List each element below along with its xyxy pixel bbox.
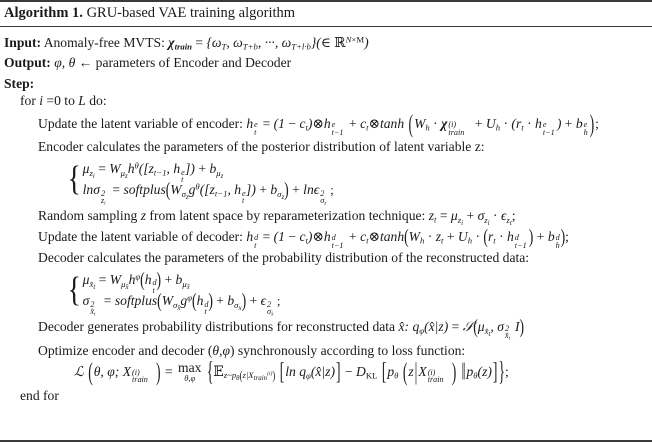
step-decoder-generate-text: Decoder generates probability distributions for reconstructed data bbox=[38, 319, 396, 335]
algorithm-body bbox=[0, 27, 652, 403]
input-label: Input: bbox=[4, 34, 42, 50]
step-reparameterization-text: Random sampling z from latent space by reparameterization technique: bbox=[38, 208, 426, 224]
step-decoder-generate-formula: x̂: $q_\varphi(x̂|z)$ = $𝒮(\mu_{x̂_t}$, σ $x̂_t$ 2 I) bbox=[398, 315, 524, 342]
step-decoder-generate bbox=[4, 315, 648, 342]
step-decoder-likelihood-formula bbox=[4, 268, 648, 318]
step-reparameterization-formula: $z_t = \mu_{z_i} + \sigma_{z_i} \cdot \epsilon_{z_t}$; bbox=[428, 208, 516, 227]
output-label: Output: bbox=[4, 55, 51, 71]
encoder-cases-block bbox=[66, 158, 334, 207]
end-for-line: end for bbox=[20, 388, 59, 404]
spacer-5 bbox=[4, 223, 648, 226]
decoder-sigma-equation: σ $x̂_t$ 2 = $softplus(W_{\sigma_{x̂}}g^\varphi(h$ t d ) + $b_{\sigma_x}) + \epsilon$ $\sigma_{x̂}$ 2 ; bbox=[82, 289, 281, 318]
bottom-rule bbox=[0, 440, 652, 442]
algorithm-number-label: Algorithm 1. bbox=[4, 5, 83, 21]
input-text: Anomaly-free MVTS: bbox=[43, 34, 165, 50]
step-optimize-label: Optimize encoder and decoder (θ,φ) synchronously according to loss function: bbox=[38, 342, 466, 358]
encoder-mu-equation: $\mu_{z_i} = W_{\mu_z}h^\theta([z_{t-1}$, h t e ]) + $b_{\mu_z}$ bbox=[82, 160, 224, 184]
step-update-decoder-formula: h t d = $(1 - c_t)\otimes h$ t−1 d + $c_t\otimes\tanh(W_h \cdot z_t + U_h \cdot (r_t \cdot h$ t−1 d ) + b h d ); bbox=[246, 225, 569, 250]
step-encoder-posterior-formula bbox=[4, 158, 648, 207]
step-reparameterization bbox=[4, 208, 648, 227]
step-encoder-posterior-text: Encoder calculates the parameters of the posterior distribution of latent variable z: bbox=[38, 138, 485, 154]
step-update-decoder-text: Update the latent variable of decoder: bbox=[38, 228, 243, 244]
step-optimize-text bbox=[4, 344, 648, 358]
step-label: Step: bbox=[4, 75, 35, 91]
algorithm-title bbox=[0, 2, 652, 26]
output-line bbox=[4, 56, 648, 70]
input-formula: $\chi_{train} = \{\omega_T$, $\omega_{T+b}$, ···, $\omega_{T+l\cdot b}\}(\in$ ℝ$^{N\times M}$) bbox=[168, 34, 369, 52]
left-brace: { bbox=[67, 158, 81, 198]
left-brace-decoder: { bbox=[67, 269, 81, 309]
decoder-cases-block bbox=[66, 268, 281, 318]
step-decoder-likelihood-text: Decoder calculates the parameters of the probability distribution of the reconstructed data: bbox=[38, 249, 530, 265]
step-update-encoder-formula: h t e = $(1 - c_t)\otimes h$ t−1 e + $c_t\otimes\tanh$ ($W_h \cdot \chi$ train (i) + $U_h \cdot (r_t \cdot h$ t−1 e ) + b h e ); bbox=[246, 109, 599, 138]
input-line bbox=[4, 36, 648, 50]
elbo-objective: ℒ (θ, φ; X train (i) ) = max θ,φ {𝔼$_{z\sim p_\theta(z|X_{train}^{(i)})}$ [ln $q_\varphi(x̂|z)] - D_{KL}$ [$p_\theta$ (z|X train (i) ) $‖p_\theta(z)$]}; bbox=[74, 355, 509, 386]
for-text: for i =0 to L do: bbox=[20, 93, 107, 109]
max-operator: max θ,φ bbox=[178, 360, 202, 384]
output-text-visible: parameters of Encoder and Decoder bbox=[95, 55, 292, 71]
for-line bbox=[4, 94, 648, 108]
decoder-mu-equation: $\mu_{x̂_t} = W_{\mu_{x̂}}h^\varphi(h$ t d ) + $b_{\mu_{x̂}}$ bbox=[82, 268, 190, 295]
step-optimize-formula bbox=[4, 355, 648, 386]
encoder-sigma-equation: lnσ $z_i$ 2 = $softplus(W_{\sigma_z}g^\theta([z_{t-1}$, h t e ]) + $b_{\sigma_z}) + \ln\epsilon$ $\sigma_z$ 2 ; bbox=[82, 178, 334, 207]
step-update-decoder bbox=[4, 225, 648, 250]
spacer-11 bbox=[4, 382, 648, 385]
step-update-encoder-text: Update the latent variable of encoder: bbox=[38, 116, 243, 132]
output-formula: φ, θ ← bbox=[54, 55, 93, 71]
step-update-encoder bbox=[4, 109, 648, 138]
algorithm-title-text: GRU-based VAE training algorithm bbox=[86, 5, 296, 21]
